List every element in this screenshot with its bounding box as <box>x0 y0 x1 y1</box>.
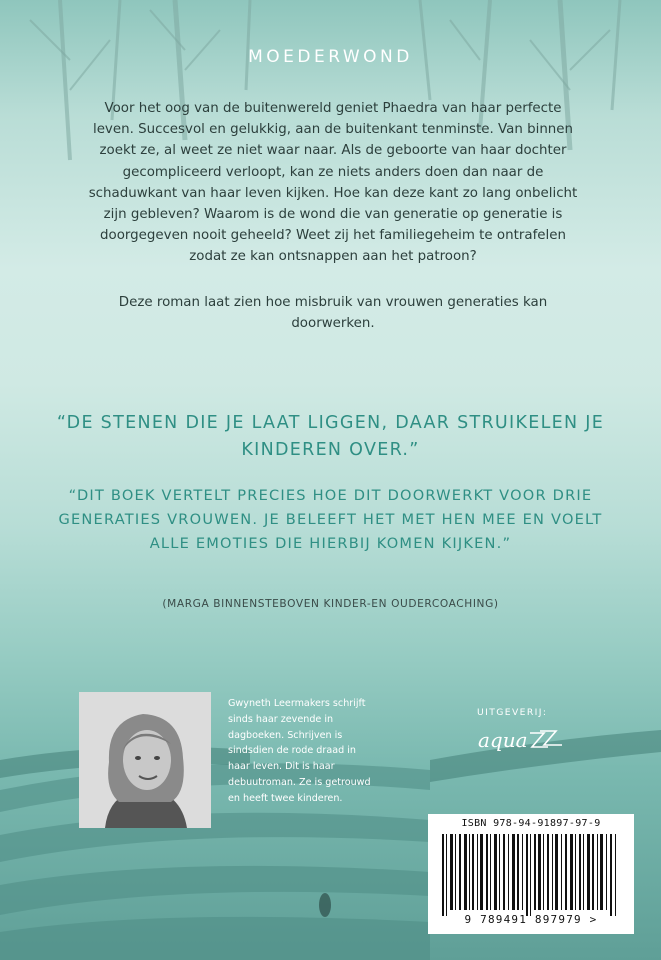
wave-icon <box>530 731 562 747</box>
author-photo <box>79 692 211 828</box>
publisher-logo-wordmark: aqua <box>478 728 528 752</box>
barcode-icon <box>440 834 624 916</box>
author-portrait-icon <box>79 692 211 828</box>
publisher-label: UITGEVERIJ: <box>477 707 548 718</box>
review-attribution: (MARGA BINNENSTEBOVEN KINDER-EN OUDERCOACHING) <box>162 598 499 610</box>
publisher-logo <box>478 725 570 759</box>
author-bio: Gwyneth Leermakers schrijft sinds haar zevende in dagboeken. Schrijven is sindsdien de rode draad in haar leven. Dit is haar debuutroman. Ze is getrouwd en heeft twee kinderen. <box>228 698 371 804</box>
blurb-paragraph: Voor het oog van de buitenwereld geniet Phaedra van haar perfecte leven. Succesvol en gelukkig, aan de buitenkant tenminste. Van binnen zoekt ze, al weet ze niet waar naar. Als de geboorte van haar dochter gecompliceerd verloopt, kan ze niets anders doen dan naar de schaduwkant van haar leven kijken. Hoe kan deze kant zo lang onbelicht zijn gebleven? Waarom is de wond die van generatie op generatie is doorgegeven nooit geheeld? Weet zij het familiegeheim te ontrafelen zodat ze kan ontsnappen aan het patroon? <box>88 101 578 265</box>
isbn-barcode <box>428 814 634 934</box>
isbn-number: ISBN 978-94-91897-97-9 <box>461 818 601 829</box>
blurb-summary: Deze roman laat zien hoe misbruik van vrouwen generaties kan doorwerken. <box>118 295 548 332</box>
book-title: MOEDERWOND <box>248 47 413 67</box>
review-quote: “DIT BOEK VERTELT PRECIES HOE DIT DOORWERKT VOOR DRIE GENERATIES VROUWEN. JE BELEEFT HET MET HEN MEE EN VOELT ALLE EMOTIES DIE HIERBIJ KOMEN KIJKEN.” <box>58 487 603 552</box>
barcode-digits: 9 789491 897979 > <box>464 913 598 926</box>
pull-quote: “DE STENEN DIE JE LAAT LIGGEN, DAAR STRUIKELEN JE KINDEREN OVER.” <box>56 413 605 460</box>
